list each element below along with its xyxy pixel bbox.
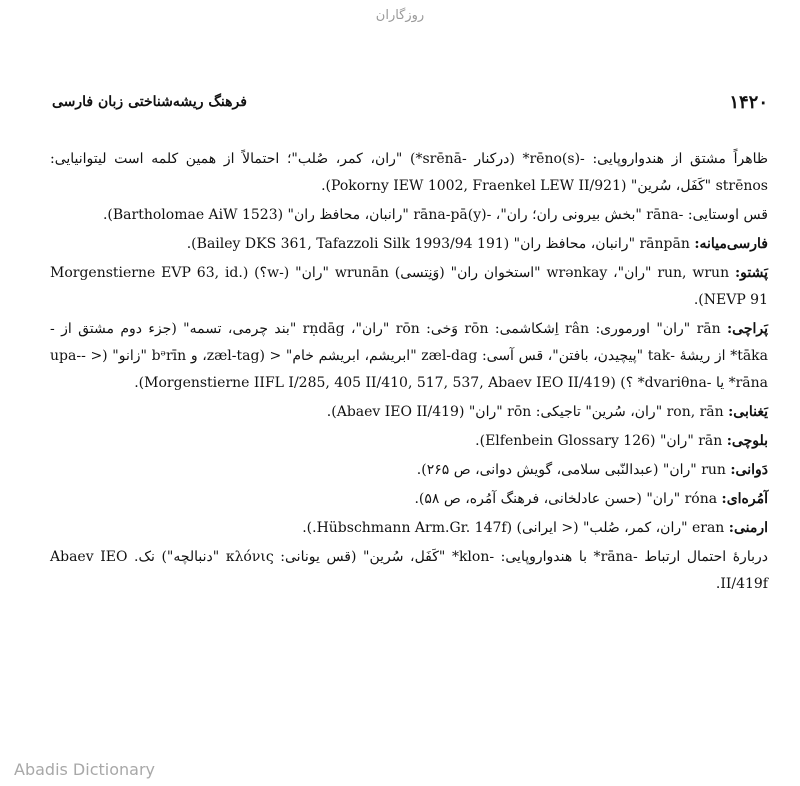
entry-label: پَشتو: xyxy=(735,265,769,281)
entry-davani xyxy=(50,457,768,484)
entry-yaghnobi xyxy=(50,399,768,426)
entry-text: ظاهراً مشتق از هندواروپایی: -(s)rēno* (درکنار -srēnā*) "ران، کمر، صُلب"؛ احتمالاً از همین کلمه است لیتوانیایی: strēnos "کَفَل، سُرین" (Pokorny IEW 1002, Fraenkel LEW II/921). xyxy=(50,151,768,194)
entry-label: یَغنابی: xyxy=(728,404,768,420)
entry-label: بلوچی: xyxy=(726,433,768,449)
entry-armenian xyxy=(50,515,768,542)
entry-text: ron, rān "ران، سُرین" تاجیکی: rōn "ران" (Abaev IEO II/419). xyxy=(326,404,724,420)
page-number: ۱۴۲۰ xyxy=(729,92,768,113)
entry-text: دربارهٔ احتمال ارتباط -rāna* با هندواروپایی: -klon* "کَفَل، سُرین" (قس یونانی: κλόνις "دنبالچه") نک. Abaev IEO II/419f. xyxy=(50,549,768,592)
entry-text: róna "ران" (حسن عادلخانی، فرهنگ آمُره، ص ۵۸). xyxy=(414,491,718,507)
dictionary-content xyxy=(50,146,768,600)
entry-proto-indo-european xyxy=(50,146,768,200)
entry-text: eran "ران، کمر، صُلب" (< ایرانی) (Hübschmann Arm.Gr. 147f.). xyxy=(302,520,725,536)
page-header xyxy=(52,92,768,116)
entry-pashto xyxy=(50,260,768,314)
entry-label: آمُره‌ای: xyxy=(721,491,768,507)
entry-balochi xyxy=(50,428,768,455)
entry-text: rān "ران" (Elfenbein Glossary 126). xyxy=(475,433,723,449)
entry-parachi xyxy=(50,316,768,397)
running-title: فرهنگ ریشه‌شناختی زبان فارسی xyxy=(52,94,247,110)
entry-amorei xyxy=(50,486,768,513)
entry-text: قس اوستایی: -rāna "بخش بیرونی ران؛ ران"، -(y)rāna-pā "رانبان، محافظ ران" (Bartholomae AiW 1523). xyxy=(102,207,768,223)
entry-label: فارسی‌میانه: xyxy=(694,236,768,252)
entry-note xyxy=(50,544,768,598)
watermark-top: روزگاران xyxy=(375,8,425,23)
watermark-bottom: Abadis Dictionary xyxy=(14,760,155,779)
entry-text: run "ران" (عبدالنّبی سلامی، گویش دوانی، ص ۲۶۵). xyxy=(416,462,726,478)
entry-avestan xyxy=(50,202,768,229)
entry-label: دَوانی: xyxy=(730,462,768,478)
entry-text: rān "ران" اورموری: rân اِشکاشمی: rōn وَخی: rōn "ران"، rṇdāg "بند چرمی، تسمه" (جزء دوم مشتق از -tāka* از ریشهٔ -tak "پیچیدن، بافتن"، قس آسی: zæl-dag "ابریشم، ابریشم خام" < (zæl-tag، و bᵊrīn "زانو" (< -upa-rāna* یا -dvariθna* ؟) (Morgenstierne IIFL I/285, 405 II/410, 517, 537, Abaev IEO II/419). xyxy=(50,321,769,391)
entry-text: rānpān "رانبان، محافظ ران" (Bailey DKS 361, Tafazzoli Silk 1993/94 191). xyxy=(186,236,690,252)
entry-middle-persian xyxy=(50,231,768,258)
entry-text: run, wrun "ران"، wrənkay "استخوان ران" (وَنِتسی) wrunān "ران" (-w؟) (Morgenstierne EVP 63, id. NEVP 91). xyxy=(50,265,768,308)
entry-label: ارمنی: xyxy=(728,520,768,536)
entry-label: پَراچی: xyxy=(727,321,769,337)
